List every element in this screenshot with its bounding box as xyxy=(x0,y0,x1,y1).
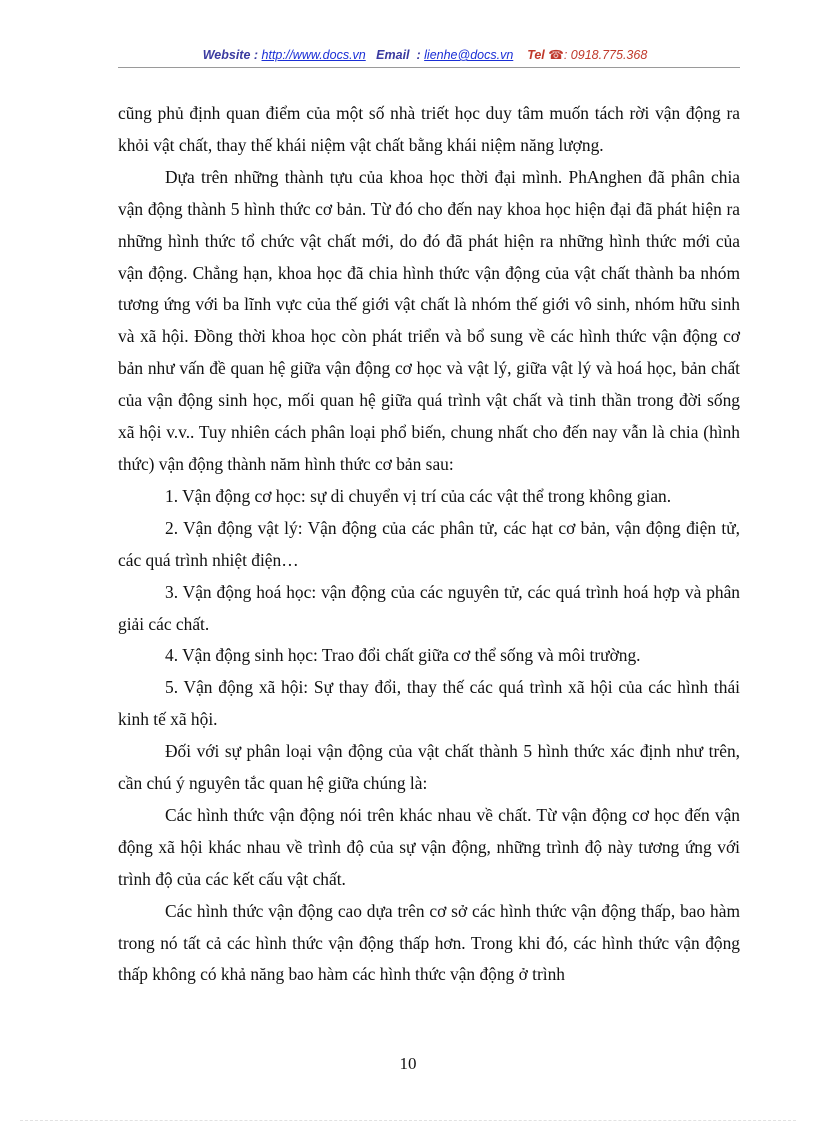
website-link[interactable]: http://www.docs.vn xyxy=(261,48,366,62)
list-item: 4. Vận động sinh học: Trao đổi chất giữa cơ thể sống và môi trường. xyxy=(165,645,641,666)
page-number: 10 xyxy=(399,1054,417,1073)
paragraph: Dựa trên những thành tựu của khoa học thời đại mình. PhAnghen đã phân chia vận động thành 5 hình thức cơ bản. Từ đó cho đến nay khoa học hiện đại đã phát hiện ra những hình thức tổ chức vật chất mới, do đó đã phát hiện ra những hình thức mới của vận động. Chẳng hạn, khoa học đã chia hình thức vận động của vật chất thành ba nhóm tương ứng với ba lĩnh vực của thế giới vật chất là nhóm thế giới vô sinh, nhóm hữu sinh và xã hội. Đồng thời khoa học còn phát triển và bổ sung về các hình thức vận động cơ bản như vấn đề quan hệ giữa vận động cơ học và vật lý, giữa vật lý và hoá học, bản chất của vận động sinh học, mối quan hệ giữa quá trình vật chất và tinh thần trong đời sống xã hội v.v.. Tuy nhiên cách phân loại phổ biến, chung nhất cho đến nay vẫn là chia (hình thức) vận động thành năm hình thức cơ bản sau: xyxy=(118,166,740,474)
document-body xyxy=(118,98,740,991)
header-divider xyxy=(118,67,740,68)
phone-icon: ☎ xyxy=(548,48,564,62)
paragraph: Các hình thức vận động cao dựa trên cơ sở các hình thức vận động thấp, bao hàm trong nó tất cả các hình thức vận động thấp hơn. Trong khi đó, các hình thức vận động thấp không có khả năng bao hàm các hình thức vận động ở trình xyxy=(118,900,740,985)
list-item: 2. Vận động vật lý: Vận động của các phân tử, các hạt cơ bản, vận động điện tử, các quá trình nhiệt điện… xyxy=(118,517,740,570)
list-item: 1. Vận động cơ học: sự di chuyển vị trí của các vật thể trong không gian. xyxy=(165,485,672,506)
page-header xyxy=(110,47,740,62)
paragraph: cũng phủ định quan điểm của một số nhà triết học duy tâm muốn tách rời vận động ra khỏi vật chất, thay thế khái niệm vật chất bằng khái niệm năng lượng. xyxy=(118,103,740,155)
list-item: 3. Vận động hoá học: vận động của các nguyên tử, các quá trình hoá hợp và phân giải các chất. xyxy=(118,581,740,634)
website-label: Website : xyxy=(202,48,259,62)
page-bottom-border xyxy=(20,1120,796,1121)
email-label: Email xyxy=(376,48,410,62)
phone-number: : 0918.775.368 xyxy=(563,48,648,62)
paragraph: Đối với sự phân loại vận động của vật chất thành 5 hình thức xác định như trên, cần chú ý nguyên tắc quan hệ giữa chúng là: xyxy=(118,741,740,794)
tel-label: Tel xyxy=(527,48,545,62)
paragraph: Các hình thức vận động nói trên khác nhau về chất. Từ vận động cơ học đến vận động xã hội khác nhau về trình độ của sự vận động, những trình độ này tương ứng với trình độ của các kết cấu vật chất. xyxy=(118,804,740,889)
email-separator: : xyxy=(416,48,421,62)
email-link[interactable]: lienhe@docs.vn xyxy=(424,48,514,62)
list-item: 5. Vận động xã hội: Sự thay đổi, thay thế các quá trình xã hội của các hình thái kinh tế xã hội. xyxy=(118,677,740,730)
